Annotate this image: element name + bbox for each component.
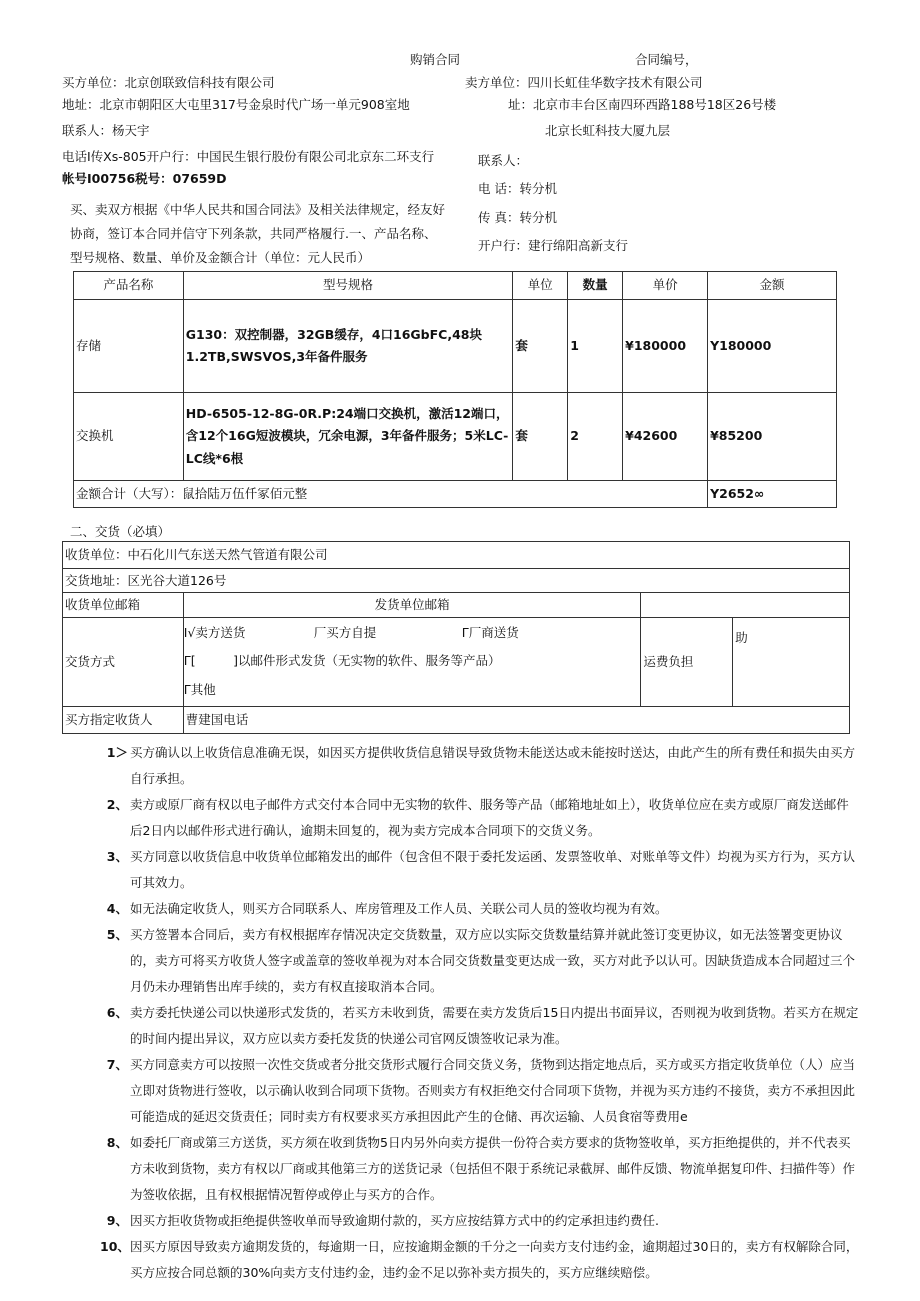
buyer-name: 买方单位：北京创联致信科技有限公司 <box>62 75 275 90</box>
receiver-company: 收货单位：中石化川气东送天然气管道有限公司 <box>63 542 850 569</box>
product-unit-price: ¥180000 <box>623 300 708 393</box>
product-quantity: 1 <box>568 300 623 393</box>
header-unit-price: 单价 <box>623 272 708 300</box>
products-header-row <box>74 272 837 300</box>
total-amount-words: 金额合计（大写）：鼠拾陆万伍仟冢佰元整 <box>74 481 708 508</box>
method-buyer-pickup[interactable]: 厂买方自提 <box>313 625 377 640</box>
header-model-spec: 型号规格 <box>183 272 513 300</box>
method-other[interactable]: Γ其他 <box>183 682 216 697</box>
seller-bank: 开户行：建行绵阳高新支行 <box>478 238 629 253</box>
list-item: 9、 因买方拒收货物或拒绝提供签收单而导致逾期付款的，买方应按结算方式中的约定承担违约费任. <box>106 1213 659 1228</box>
header-product-name: 产品名称 <box>74 272 184 300</box>
list-item: 4、 如无法确定收货人，则买方合同联系人、库房管理及工作人员、关联公司人员的签收均视为有效。 <box>106 901 668 916</box>
list-item: 2、 卖方或原厂商有权以电子邮件方式交付本合同中无实物的软件、服务等产品（邮箱地址如上），收货单位应在卖方或原厂商发送邮件后2日内以邮件形式进行确认，逾期未回复的，视为卖方完成本合同项下的交货义务。 <box>106 797 849 838</box>
list-item: 10、 因买方原因导致卖方逾期发货的，每逾期一日，应按逾期金额的千分之一向卖方支付违约金，逾期超过30日的，卖方有权解除合同，买方应按合同总额的30%向卖方支付违约金，违约金不足以弥补卖方损失的，买方应继续赔偿。 <box>100 1239 859 1280</box>
intro-line-1: 买、卖双方根据《中华人民共和国合同法》及相关法律规定，经友好 <box>70 202 446 217</box>
consignee-label: 买方指定收货人 <box>63 707 184 734</box>
product-unit: 套 <box>513 393 568 481</box>
buyer-contact: 联系人：杨天宇 <box>62 123 150 138</box>
delivery-table <box>62 541 850 734</box>
buyer-account-tax: 帐号I00756税号：07659D <box>62 171 227 186</box>
header-unit: 单位 <box>513 272 568 300</box>
seller-address: 址：北京市丰台区南四环西路188号18区26号楼 <box>508 97 777 112</box>
seller-fax: 传 真：转分机 <box>478 210 557 225</box>
product-unit: 套 <box>513 300 568 393</box>
method-email-delivery[interactable]: Γ[ ]以邮件形式发货（无实物的软件、服务等产品） <box>183 653 501 668</box>
receiver-email-label: 收货单位邮箱 <box>63 593 184 618</box>
buyer-address: 地址：北京市朝阳区大屯里317号金泉时代广场一单元908室地 <box>62 97 410 112</box>
total-amount-figure: Y2652∞ <box>708 481 837 508</box>
list-item: 6、 卖方委托快递公司以快递形式发货的，若买方未收到货，需要在卖方发货后15日内提出书面异议，否则视为收到货物。若买方在规定的时间内提出异议，双方应以卖方委托发货的快递公司官网反馈签收记录为准。 <box>106 1005 859 1046</box>
delivery-method-label: 交货方式 <box>63 618 184 707</box>
list-item: 1＞ 买方确认以上收货信息准确无误，如因买方提供收货信息错误导致货物未能送达或未能按时送达，由此产生的所有费任和损失由买方自行承担。 <box>106 745 856 786</box>
intro-line-2: 协商，签订本合同并信守下列条款，共同严格履行.一、产品名称、 <box>70 226 437 241</box>
delivery-method-options <box>183 618 641 707</box>
product-spec: G130：双控制器，32GB缓存，4口16GbFC,48块1.2TB,SWSVOS,3年备件服务 <box>183 300 513 393</box>
delivery-terms-list <box>100 740 860 1286</box>
freight-value: 助 <box>733 618 850 707</box>
list-item: 3、 买方同意以收货信息中收货单位邮箱发出的邮件（包含但不限于委托发运函、发票签收单、对账单等文件）均视为买方行为，买方认可其效力。 <box>106 849 856 890</box>
consignee-value: 曹建国电话 <box>183 707 849 734</box>
product-amount: Y180000 <box>708 300 837 393</box>
product-name: 存储 <box>74 300 184 393</box>
table-row <box>74 393 837 481</box>
method-seller-delivery[interactable]: I√卖方送货 <box>183 625 246 640</box>
product-unit-price: ¥42600 <box>623 393 708 481</box>
products-table <box>73 271 837 508</box>
product-name: 交换机 <box>74 393 184 481</box>
product-amount: ¥85200 <box>708 393 837 481</box>
product-spec: HD-6505-12-8G-0R.P:24端口交换机，激活12端口，含12个16G短波模块，冗余电源，3年备件服务；5米LC-LC线*6根 <box>183 393 513 481</box>
products-total-row <box>74 481 837 508</box>
contract-title: 购销合同 <box>410 52 461 67</box>
header-quantity: 数量 <box>568 272 623 300</box>
list-item: 5、 买方签署本合同后，卖方有权根据库存情况决定交货数量，双方应以实际交货数量结算并就此签订变更协议，如无法签署变更协议的，卖方可将买方收货人签字或盖章的签收单视为对本合同交货数量变更达成一致，买方对此予以认可。因缺货造成本合同超过三个月仍未办理销售出库手续的，卖方有权直接取消本合同。 <box>106 927 856 994</box>
sender-email-label: 发货单位邮箱 <box>183 593 641 618</box>
email-value-cell <box>641 593 850 618</box>
intro-line-3: 型号规格、数量、单价及金额合计（单位：元人民币） <box>70 250 371 265</box>
delivery-address: 交货地址：区光谷大道126号 <box>63 569 850 593</box>
delivery-section-title: 二、交货（必填） <box>70 524 171 539</box>
seller-name: 卖方单位：四川长虹佳华数字技术有限公司 <box>465 75 703 90</box>
buyer-phone-bank: 电话I传Xs-805开户行：中国民生银行股份有限公司北京东二环支行 <box>62 149 435 164</box>
freight-label: 运费负担 <box>641 618 733 707</box>
table-row <box>74 300 837 393</box>
list-item: 7、 买方同意卖方可以按照一次性交货或者分批交货形式履行合同交货义务，货物到达指定地点后，买方或买方指定收货单位（人）应当立即对货物进行签收，以示确认收到合同项下货物。否则卖方有权拒绝交付合同项下货物，并视为买方违约不接货，卖方不承担因此可能造成的延迟交货责任；同时卖方有权要求买方承担因此产生的仓储、再次运输、人员食宿等费用e <box>106 1057 856 1124</box>
seller-contact: 联系人： <box>478 153 529 168</box>
contract-number-label: 合同编号， <box>635 52 698 67</box>
product-quantity: 2 <box>568 393 623 481</box>
seller-address-building: 北京长虹科技大厦九层 <box>545 123 671 138</box>
seller-phone: 电 话：转分机 <box>478 181 557 196</box>
method-manufacturer-delivery[interactable]: Γ厂商送货 <box>461 625 519 640</box>
header-amount: 金额 <box>708 272 837 300</box>
list-item: 8、 如委托厂商或第三方送货，买方须在收到货物5日内另外向卖方提供一份符合卖方要求的货物签收单，买方拒绝提供的，并不代表买方未收到货物，卖方有权以厂商或其他第三方的送货记录（包括但不限于系统记录截屏、邮件反馈、物流单据复印件、扫描件等）作为签收依据，且有权根据情况暂停或停止与买方的合作。 <box>106 1135 856 1202</box>
